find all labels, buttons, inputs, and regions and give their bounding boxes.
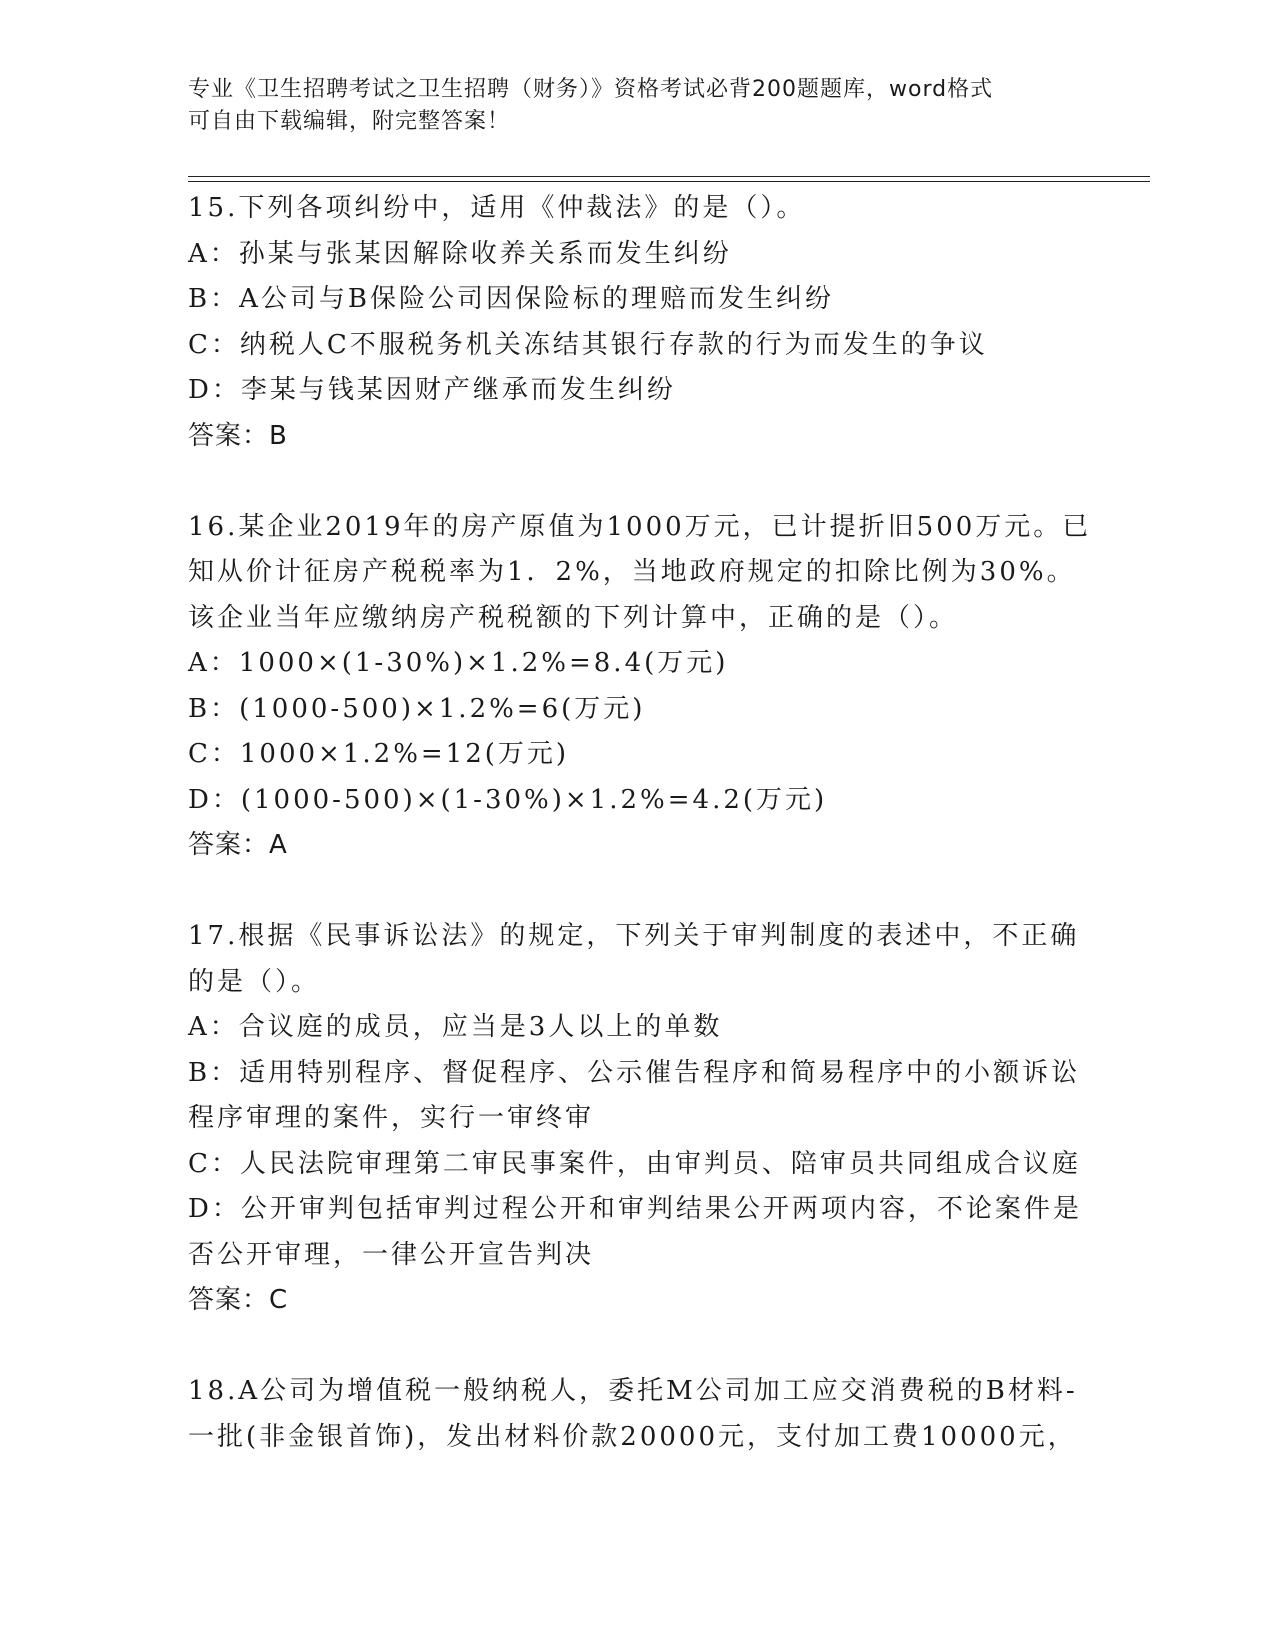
- question-list: [188, 186, 1092, 1506]
- question-18: [188, 1369, 1088, 1460]
- option-d: 否公开审理，一律公开宣告判决: [188, 1239, 595, 1270]
- option-c: C：纳税人C不服税务机关冻结其银行存款的行为而发生的争议: [188, 329, 988, 360]
- question-stem: 的是（）。: [188, 966, 321, 997]
- question-stem: 知从价计征房产税税率为1．2%，当地政府规定的扣除比例为30%。: [188, 557, 1076, 587]
- option-a: A：1000×(1-30%)×1.2%=8.4(万元): [188, 648, 729, 678]
- question-stem: 16.某企业2019年的房产原值为1000万元，已计提折旧500万元。已: [188, 511, 1092, 542]
- question-stem: 15.下列各项纠纷中，适用《仲裁法》的是（）。: [188, 193, 806, 223]
- option-b: 程序审理的案件，实行一审终审: [188, 1103, 595, 1133]
- answer-label: 答案：C: [188, 1285, 289, 1315]
- answer-label: 答案：A: [188, 830, 288, 860]
- document-header: [188, 74, 1068, 138]
- option-c: C：1000×1.2%=12(万元): [188, 739, 570, 769]
- question-16: [188, 505, 1092, 869]
- option-b: B：适用特别程序、督促程序、公示催告程序和简易程序中的小额诉讼: [188, 1057, 1081, 1088]
- option-a: A：孙某与张某因解除收养关系而发生纠纷: [188, 238, 732, 269]
- question-stem: 17.根据《民事诉讼法》的规定，下列关于审判制度的表述中，不正确: [188, 921, 1080, 951]
- option-a: A：合议庭的成员，应当是3人以上的单数: [188, 1012, 723, 1042]
- option-d: D：公开审判包括审判过程公开和审判结果公开两项内容，不论案件是: [188, 1194, 1082, 1224]
- question-stem: 一批(非金银首饰)，发出材料价款20000元，支付加工费10000元，: [188, 1421, 1077, 1452]
- header-divider-bottom: [188, 181, 1150, 182]
- option-c: C：人民法院审理第二审民事案件，由审判员、陪审员共同组成合议庭: [188, 1148, 1081, 1179]
- question-stem: 18.A公司为增值税一般纳税人，委托M公司加工应交消费税的B材料-: [188, 1376, 1078, 1406]
- option-b: B：A公司与B保险公司因保险标的理赔而发生纠纷: [188, 284, 834, 314]
- question-stem: 该企业当年应缴纳房产税税额的下列计算中，正确的是（）。: [188, 602, 959, 633]
- header-line-2: 可自由下载编辑，附完整答案！: [188, 109, 511, 134]
- option-b: B：(1000-500)×1.2%=6(万元): [188, 693, 646, 724]
- question-17: [188, 914, 1088, 1323]
- option-d: D：李某与钱某因财产继承而发生纠纷: [188, 375, 676, 405]
- answer-label: 答案：B: [188, 420, 288, 451]
- header-line-1: 专业《卫生招聘考试之卫生招聘（财务）》资格考试必背200题题库，word格式: [188, 77, 994, 102]
- question-15: [188, 186, 1088, 459]
- header-divider-top: [188, 176, 1150, 177]
- option-d: D：(1000-500)×(1-30%)×1.2%=4.2(万元): [188, 784, 828, 815]
